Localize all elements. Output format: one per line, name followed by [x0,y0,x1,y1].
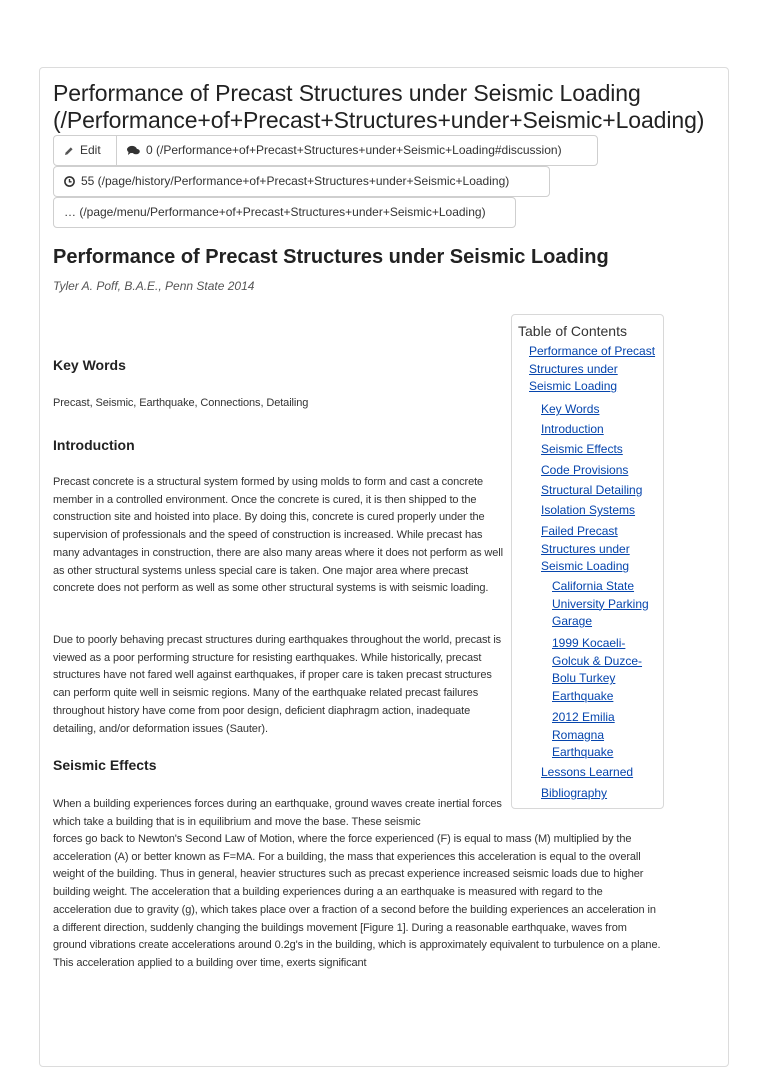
table-of-contents [511,314,664,809]
toc-link-bibliography[interactable]: Bibliography [541,786,608,800]
toc-title: Table of Contents [518,323,627,339]
pencil-icon [64,146,74,156]
history-button-label: 55 (/page/history/Performance+of+Precast+Structures+under+Seismic+Loading) [81,174,510,188]
introduction-paragraph-1: Precast concrete is a structural system formed by using molds to form and cast a concrete member in a controlled environment. Once the concrete is cured, it is then shipped to the construction site and hoisted into place. By doing this, concrete is cured properly under the supervision of professionals and the speed of construction is increased. While precast has many advantages in construction, there are also many areas where it does not perform as well as other structural systems unless special care is taken. One major area where precast concrete does not perform as well as some other structural systems is with seismic loading. [53,476,503,595]
seismic-effects-heading: Seismic Effects [53,757,157,773]
introduction-paragraph-2: Due to poorly behaving precast structures during earthquakes throughout the world, precast is viewed as a poor performing structure for resisting earthquakes. While historically, precast structures have not fared well against earthquakes, if proper care is taken precast structures can perform quite well in seismic regions. Many of the earthquake related precast failures throughout history have come from poor design, deficient diaphragm action, inadequate detailing, and/or deformation issues (Sauter). [53,634,502,735]
menu-button[interactable] [53,197,516,228]
keywords-heading: Key Words [53,357,126,373]
edit-button-label: Edit [80,143,101,157]
menu-button-label: … (/page/menu/Performance+of+Precast+Structures+under+Seismic+Loading) [64,205,486,219]
toc-link-failed-precast[interactable]: Failed Precast Structures under Seismic Loading [541,524,630,574]
page-title [53,80,753,134]
discussion-button[interactable] [116,135,598,166]
seismic-effects-paragraph-wide: forces go back to Newton's Second Law of Motion, where the force experienced (F) is equal to mass (M) multiplied by the acceleration (A) or better known as F=MA. For a building, the mass that experiences this acceleration is equal to the overall weight of the building. Thus in general, heavier structures such as precast experience increased seismic loads due to higher building weight. The acceleration that a building experiences during a an earthquake is measured with regard to the acceleration due to gravity (g), which takes place over a fraction of a second before the building experiences an acceleration in a different direction, suddenly changing the buildings movement [Figure 1]. During a reasonable earthquake, waves from ground vibrations create accelerations around 0.2g's in the building, which is approximately equivalent to turbulence on a plane. This acceleration applied to a building over time, exerts significant [53,833,661,969]
history-button[interactable] [53,166,550,197]
toc-link-key-words[interactable]: Key Words [541,402,600,416]
toc-link-introduction[interactable]: Introduction [541,422,604,436]
toc-link-code-provisions[interactable]: Code Provisions [541,463,629,477]
toc-link-structural-detailing[interactable]: Structural Detailing [541,483,643,497]
article-author: Tyler A. Poff, B.A.E., Penn State 2014 [53,279,255,293]
toc-link-kocaeli[interactable]: 1999 Kocaeli-Golcuk & Duzce-Bolu Turkey Earthquake [552,636,643,703]
keywords-text: Precast, Seismic, Earthquake, Connections, Detailing [53,397,309,409]
article-title: Performance of Precast Structures under Seismic Loading [53,246,609,268]
discussion-button-label: 0 (/Performance+of+Precast+Structures+under+Seismic+Loading#discussion) [146,143,562,157]
page-title-line2: (/Performance+of+Precast+Structures+under+Seismic+Loading) [53,107,705,133]
toc-link-california-state[interactable]: California State University Parking Garage [552,579,649,629]
toc-link-seismic-effects[interactable]: Seismic Effects [541,442,623,456]
toc-link-isolation-systems[interactable]: Isolation Systems [541,503,636,517]
toc-link-emilia-romagna[interactable]: 2012 Emilia Romagna Earthquake [552,710,615,760]
comments-icon [127,145,140,156]
toc-link-performance[interactable]: Performance of Precast Structures under Seismic Loading [529,344,656,394]
clock-icon [64,176,75,187]
edit-button[interactable] [53,135,117,166]
seismic-effects-paragraph-narrow: When a building experiences forces during an earthquake, ground waves create inertial forces which take a building that is in equilibrium and move the base. These seismic [53,798,502,828]
toc-link-lessons-learned[interactable]: Lessons Learned [541,765,634,779]
page-title-line1: Performance of Precast Structures under Seismic Loading [53,80,641,106]
introduction-heading: Introduction [53,437,135,453]
